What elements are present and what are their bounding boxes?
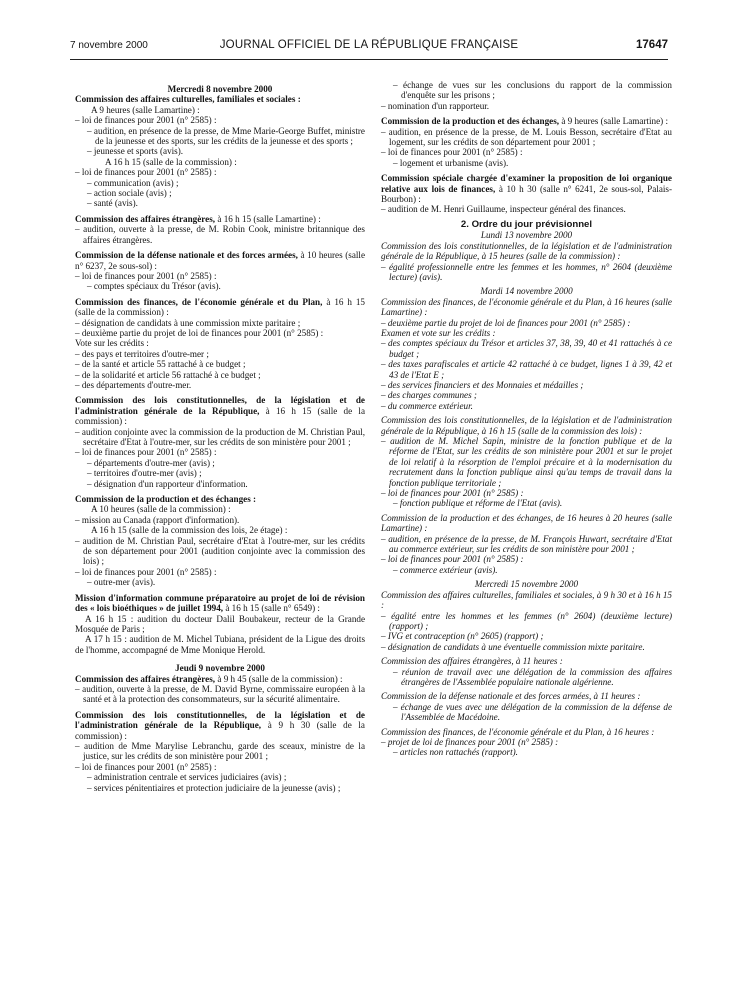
committee-name: Mission d'information commune préparatoire au projet de loi de révision des « lois bioéthiques » de juillet 1994, <box>75 592 365 614</box>
committee-heading: Commission des lois constitutionnelles, de la législation et de l'administration générale de la République, à 15 heures (salle de la commission) : <box>381 240 672 262</box>
agenda-item: – audition, ouverte à la presse, de M. Robin Cook, ministre britannique des affaires étrangères. <box>75 224 365 245</box>
day-heading: Mardi 14 novembre 2000 <box>480 286 573 297</box>
committee-heading: Commission des finances, de l'économie générale et du Plan, à 16 heures : <box>381 726 655 737</box>
agenda-subitem: – communication (avis) ; <box>87 177 179 188</box>
committee-name: Commission spéciale chargée d'examiner la proposition de loi organique relative aux lois de finances, <box>381 173 672 194</box>
vote-line: Examen et vote sur les crédits : <box>381 327 496 338</box>
agenda-subitem: – échange de vues sur les conclusions du rapport de la commission d'enquête sur les prisons ; <box>393 80 672 101</box>
agenda-paragraph: A 17 h 15 : audition de M. Michel Tubiana, président de la Ligue des droits de l'homme, accompagné de Mme Monique Herold. <box>75 634 365 655</box>
agenda-item: – loi de finances pour 2001 (n° 2585) : <box>75 270 217 281</box>
agenda-item: – audition de M. Michel Sapin, ministre de la fonction publique et de la réforme de l'Etat, sur les crédits de son ministère pour 2001 et sur le projet de loi relatif à la résorption de l'emploi précaire et à la modernisation du recrutement dans la fonction publique ainsi qu'au temps de travail dans la fonction publique territoriale ; <box>381 436 672 488</box>
committee-heading: Commission de la production et des échanges, de 16 heures à 20 heures (salle Lamartine) : <box>381 512 672 534</box>
page-number: 17647 <box>636 39 668 51</box>
agenda-block <box>381 297 672 411</box>
agenda-block <box>75 94 365 208</box>
committee-name: Commission des affaires étrangères, <box>75 213 216 224</box>
agenda-item: – deuxième partie du projet de loi de finances pour 2001 (n° 2585) : <box>381 317 631 328</box>
page-header <box>70 40 668 56</box>
agenda-block <box>381 656 672 687</box>
left-column <box>75 84 365 798</box>
agenda-block <box>75 674 365 705</box>
meeting-time: à 16 h 15 (salle Lamartine) : <box>215 213 321 224</box>
agenda-subitem: – départements d'outre-mer (avis) ; <box>87 457 215 468</box>
agenda-subitem: – commerce extérieur (avis). <box>393 564 498 575</box>
agenda-subitem: – articles non rattachés (rapport). <box>393 747 518 758</box>
agenda-item: – audition de M. Christian Paul, secrétaire d'Etat à l'outre-mer, sur les crédits de son département pour 2001 (audition conjointe avec la commission des lois) ; <box>75 535 365 567</box>
agenda-block <box>381 116 672 168</box>
agenda-item: – loi de finances pour 2001 (n° 2585) : <box>75 115 217 126</box>
agenda-subitem: – fonction publique et réforme de l'Etat (avis). <box>393 498 563 509</box>
meeting-time: à 16 h 15 (salle de la commission) : <box>75 296 365 318</box>
agenda-item: – nomination d'un rapporteur. <box>381 100 490 111</box>
agenda-block <box>75 494 365 588</box>
meeting-time: à 16 h 15 (salle n° 6549) : <box>223 603 320 614</box>
meeting-time: à 9 heures (salle Lamartine) : <box>559 116 668 127</box>
agenda-block <box>75 297 365 391</box>
agenda-item: – des départements d'outre-mer. <box>75 379 192 390</box>
agenda-item: – projet de loi de finances pour 2001 (n° 2585) : <box>381 736 559 747</box>
agenda-item: – des services financiers et des Monnaies et médailles ; <box>381 379 584 390</box>
agenda-item: – audition de Mme Marylise Lebranchu, garde des sceaux, ministre de la justice, sur les crédits de son ministère pour 2001 ; <box>75 740 365 762</box>
committee-heading: Commission des affaires étrangères, à 11 heures : <box>381 656 563 667</box>
section-heading: 2. Ordre du jour prévisionnel <box>460 218 593 230</box>
agenda-block <box>381 241 672 283</box>
agenda-item: – loi de finances pour 2001 (n° 2585) : <box>381 488 524 499</box>
day-heading: Jeudi 9 novembre 2000 <box>175 663 265 674</box>
agenda-subitem: – santé (avis). <box>87 198 138 209</box>
agenda-item: – audition, en présence de la presse, de M. François Huwart, secrétaire d'Etat au commerce extérieur, sur les crédits de son ministère pour 2001 ; <box>381 533 672 555</box>
meeting-time: à 16 h 15 (salle de la commission) : <box>75 405 365 427</box>
agenda-item: – audition conjointe avec la commission de la production de M. Christian Paul, secrétaire d'Etat à l'outre-mer, sur les crédits de son ministère pour 2001 ; <box>75 426 365 447</box>
agenda-item: – loi de finances pour 2001 (n° 2585) : <box>381 554 524 565</box>
agenda-item: – audition, en présence de la presse, de M. Louis Besson, secrétaire d'Etat au logement, sur les crédits de son département pour 2001 ; <box>381 126 672 148</box>
committee-name: Commission des affaires culturelles, familiales et sociales : <box>75 94 301 105</box>
committee-name: Commission des lois constitutionnelles, de la législation et de l'administration générale de la République, <box>75 709 365 731</box>
agenda-item: – du commerce extérieur. <box>381 400 473 411</box>
agenda-subitem: – échange de vues avec une délégation de la commission de la défense de l'Assemblée de Macédoine. <box>393 701 672 723</box>
day-heading: Mercredi 15 novembre 2000 <box>474 579 579 590</box>
agenda-block <box>381 415 672 509</box>
agenda-item: – loi de finances pour 2001 (n° 2585) : <box>75 447 217 458</box>
meeting-time: à 9 h 30 (salle de la commission) : <box>75 720 365 741</box>
agenda-item: – des comptes spéciaux du Trésor et articles 37, 38, 39, 40 et 41 rattachés à ce budget ; <box>381 338 672 359</box>
committee-name: Commission de la défense nationale et des forces armées, <box>75 250 298 261</box>
agenda-block <box>75 395 365 489</box>
right-column <box>381 80 672 762</box>
time-line: A 9 heures (salle Lamartine) : <box>91 104 200 115</box>
day-heading: Lundi 13 novembre 2000 <box>480 230 573 241</box>
agenda-item: – de la solidarité et article 56 rattaché à ce budget ; <box>75 369 261 380</box>
journal-title: JOURNAL OFFICIEL DE LA RÉPUBLIQUE FRANÇAISE <box>219 39 519 51</box>
header-rule <box>70 59 668 60</box>
committee-name: Commission des lois constitutionnelles, de la législation et de l'administration générale de la République, <box>75 395 365 416</box>
committee-heading: Commission de la défense nationale et des forces armées, à 11 heures : <box>381 691 641 702</box>
agenda-block <box>381 173 672 215</box>
agenda-subitem: – action sociale (avis) ; <box>87 188 172 199</box>
agenda-item: – des pays et territoires d'outre-mer ; <box>75 348 209 359</box>
agenda-subitem: – outre-mer (avis). <box>87 577 156 588</box>
agenda-item: – deuxième partie du projet de loi de finances pour 2001 (n° 2585) : <box>75 327 324 338</box>
day-heading: Mercredi 8 novembre 2000 <box>167 84 273 94</box>
agenda-block <box>381 727 672 758</box>
agenda-block <box>381 590 672 652</box>
header-date: 7 novembre 2000 <box>70 40 148 51</box>
committee-name: Commission de la production et des échanges, <box>381 116 560 127</box>
agenda-block <box>75 710 365 793</box>
vote-line: Vote sur les crédits : <box>75 338 149 349</box>
agenda-block <box>381 80 672 111</box>
agenda-item: – loi de finances pour 2001 (n° 2585) : <box>381 147 523 158</box>
agenda-block <box>75 250 365 292</box>
agenda-item: – désignation de candidats à une éventuelle commission mixte paritaire. <box>381 641 645 652</box>
agenda-subitem: – jeunesse et sports (avis). <box>87 146 184 157</box>
agenda-block <box>381 691 672 722</box>
agenda-item: – loi de finances pour 2001 (n° 2585) : <box>75 761 217 772</box>
meeting-time: à 9 h 45 (salle de la commission) : <box>215 673 343 684</box>
agenda-subitem: – logement et urbanisme (avis). <box>393 157 509 168</box>
agenda-paragraph: A 16 h 15 : audition du docteur Dalil Boubakeur, recteur de la Grande Mosquée de Paris ; <box>75 613 365 634</box>
agenda-item: – égalité entre les hommes et les femmes (n° 2604) (deuxième lecture) (rapport) ; <box>381 610 672 631</box>
time-line: A 10 heures (salle de la commission) : <box>91 504 231 515</box>
committee-heading: Commission des finances, de l'économie générale et du Plan, à 16 heures (salle Lamartine) : <box>381 296 672 318</box>
agenda-item: – des taxes parafiscales et article 42 rattaché à ce budget, lignes 1 à 39, 42 et 43 de l'Etat E ; <box>381 359 672 380</box>
agenda-block <box>75 593 365 655</box>
agenda-item: – loi de finances pour 2001 (n° 2585) : <box>75 566 217 577</box>
agenda-block <box>75 214 365 245</box>
agenda-block <box>381 513 672 575</box>
agenda-item: – désignation de candidats à une commission mixte paritaire ; <box>75 317 301 328</box>
agenda-item: – des charges communes ; <box>381 390 477 401</box>
committee-name: Commission des finances, de l'économie générale et du Plan, <box>75 296 323 307</box>
committee-heading: Commission des affaires culturelles, familiales et sociales, à 9 h 30 et à 16 h 15 : <box>381 589 672 611</box>
agenda-subitem: – administration centrale et services judiciaires (avis) ; <box>87 772 287 783</box>
committee-name: Commission des affaires étrangères, <box>75 673 216 684</box>
agenda-item: – loi de finances pour 2001 (n° 2585) : <box>75 167 217 178</box>
agenda-item: – de la santé et article 55 rattaché à ce budget ; <box>75 359 246 370</box>
committee-name: Commission de la production et des échanges : <box>75 494 257 505</box>
time-line: A 16 h 15 (salle de la commission) : <box>105 156 237 167</box>
agenda-item: – égalité professionnelle entre les femmes et les hommes, n° 2604 (deuxième lecture) (avis). <box>381 261 672 282</box>
agenda-item: – audition de M. Henri Guillaume, inspecteur général des finances. <box>381 204 626 215</box>
agenda-subitem: – réunion de travail avec une délégation de la commission des affaires étrangères de l'Assemblée populaire nationale algérienne. <box>393 666 672 687</box>
agenda-item: – audition, ouverte à la presse, de M. David Byrne, commissaire européen à la santé et à la protection des consommateurs, sur la sécurité alimentaire. <box>75 683 365 705</box>
agenda-subitem: – territoires d'outre-mer (avis) ; <box>87 468 202 479</box>
agenda-subitem: – désignation d'un rapporteur d'information. <box>87 478 248 489</box>
time-line: A 16 h 15 (salle de la commission des lois, 2e étage) : <box>91 525 288 536</box>
agenda-subitem: – audition, en présence de la presse, de Mme Marie-George Buffet, ministre de la jeunesse et des sports, sur les crédits de la jeunesse et des sports ; <box>87 125 365 147</box>
meeting-time: à 10 h 30 (salle n° 6241, 2e sous-sol, Palais-Bourbon) : <box>381 183 672 205</box>
agenda-item: – IVG et contraception (n° 2605) (rapport) ; <box>381 631 544 642</box>
agenda-subitem: – comptes spéciaux du Trésor (avis). <box>87 281 221 292</box>
committee-heading: Commission des lois constitutionnelles, de la législation et de l'administration générale de la République, à 16 h 15 (salle de la commission des lois) : <box>381 415 672 436</box>
agenda-subitem: – services pénitentiaires et protection judiciaire de la jeunesse (avis) ; <box>87 782 341 793</box>
meeting-time: à 10 heures (salle n° 6237, 2e sous-sol) : <box>75 250 365 271</box>
agenda-item: – mission au Canada (rapport d'information). <box>75 514 240 525</box>
